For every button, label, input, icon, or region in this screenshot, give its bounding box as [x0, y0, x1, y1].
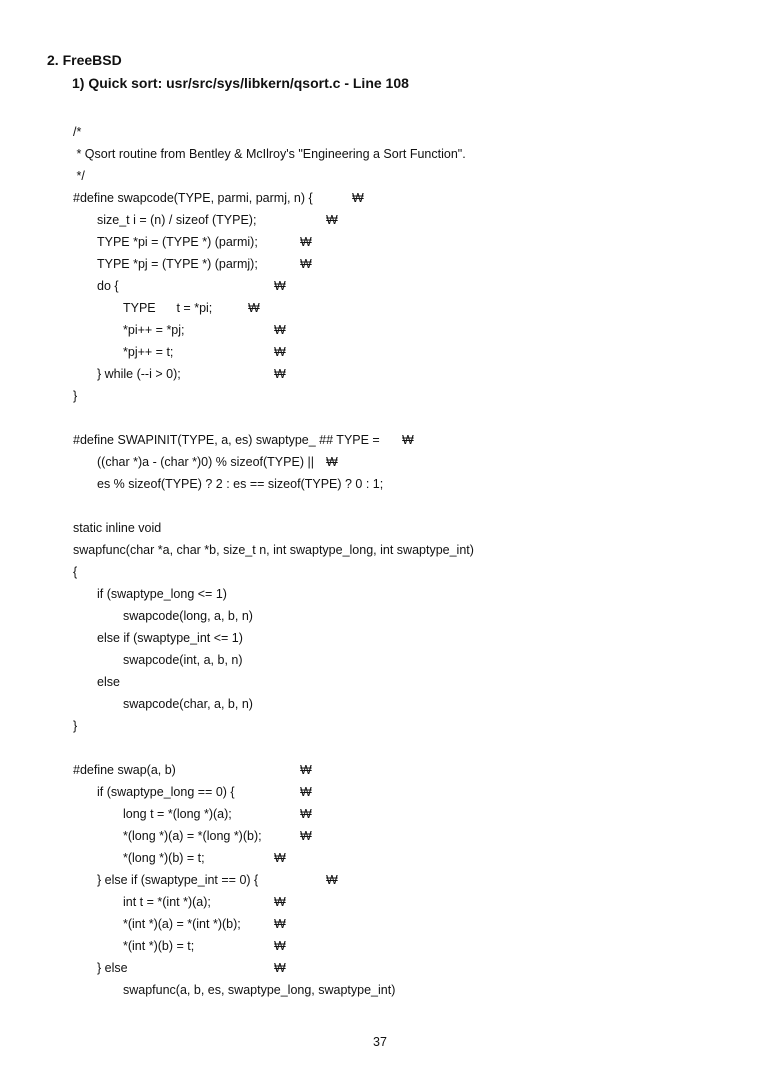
code-line: #define SWAPINIT(TYPE, a, es) swaptype_ ## TYPE =: [73, 433, 380, 447]
code-line: int t = *(int *)(a);: [123, 895, 211, 909]
line-continuation-mark: ₩: [326, 873, 338, 887]
code-line: } else: [97, 961, 128, 975]
code-line: } while (--i > 0);: [97, 367, 181, 381]
code-line: *pj++ = t;: [123, 345, 174, 359]
page-number: 37: [373, 1035, 387, 1049]
code-line: #define swap(a, b): [73, 763, 176, 777]
line-continuation-mark: ₩: [326, 455, 338, 469]
code-line: swapcode(long, a, b, n): [123, 609, 253, 623]
code-line: *(int *)(b) = t;: [123, 939, 195, 953]
code-line: TYPE *pj = (TYPE *) (parmj);: [97, 257, 258, 271]
line-continuation-mark: ₩: [274, 367, 286, 381]
line-continuation-mark: ₩: [274, 279, 286, 293]
line-continuation-mark: ₩: [274, 939, 286, 953]
code-line: /*: [73, 125, 82, 139]
code-line: else: [97, 675, 120, 689]
line-continuation-mark: ₩: [326, 213, 338, 227]
code-line: * Qsort routine from Bentley & McIlroy's "Engineering a Sort Function".: [73, 147, 466, 161]
line-continuation-mark: ₩: [352, 191, 364, 205]
subsection-title: 1) Quick sort: usr/src/sys/libkern/qsort.c - Line 108: [72, 75, 409, 91]
code-line: swapfunc(char *a, char *b, size_t n, int swaptype_long, int swaptype_int): [73, 543, 474, 557]
code-line: TYPE *pi = (TYPE *) (parmi);: [97, 235, 258, 249]
code-line: if (swaptype_long <= 1): [97, 587, 227, 601]
line-continuation-mark: ₩: [274, 323, 286, 337]
code-line: if (swaptype_long == 0) {: [97, 785, 235, 799]
line-continuation-mark: ₩: [274, 961, 286, 975]
line-continuation-mark: ₩: [274, 917, 286, 931]
code-line: */: [73, 169, 85, 183]
line-continuation-mark: ₩: [300, 807, 312, 821]
line-continuation-mark: ₩: [300, 257, 312, 271]
code-line: swapfunc(a, b, es, swaptype_long, swaptype_int): [123, 983, 396, 997]
code-line: *(long *)(b) = t;: [123, 851, 205, 865]
code-line: do {: [97, 279, 119, 293]
section-title: 2. FreeBSD: [47, 52, 122, 68]
line-continuation-mark: ₩: [274, 895, 286, 909]
line-continuation-mark: ₩: [300, 785, 312, 799]
code-line: long t = *(long *)(a);: [123, 807, 232, 821]
code-line: es % sizeof(TYPE) ? 2 : es == sizeof(TYPE) ? 0 : 1;: [97, 477, 384, 491]
code-line: }: [73, 389, 78, 403]
code-line: } else if (swaptype_int == 0) {: [97, 873, 259, 887]
code-line: TYPE t = *pi;: [123, 301, 213, 315]
code-line: else if (swaptype_int <= 1): [97, 631, 243, 645]
line-continuation-mark: ₩: [300, 763, 312, 777]
line-continuation-mark: ₩: [274, 851, 286, 865]
line-continuation-mark: ₩: [300, 235, 312, 249]
code-line: swapcode(int, a, b, n): [123, 653, 243, 667]
line-continuation-mark: ₩: [402, 433, 414, 447]
line-continuation-mark: ₩: [248, 301, 260, 315]
code-line: #define swapcode(TYPE, parmi, parmj, n) {: [73, 191, 313, 205]
code-line: *(long *)(a) = *(long *)(b);: [123, 829, 262, 843]
line-continuation-mark: ₩: [274, 345, 286, 359]
code-line: *pi++ = *pj;: [123, 323, 185, 337]
code-line: *(int *)(a) = *(int *)(b);: [123, 917, 241, 931]
code-line: swapcode(char, a, b, n): [123, 697, 253, 711]
code-line: {: [73, 565, 78, 579]
code-line: ((char *)a - (char *)0) % sizeof(TYPE) ||: [97, 455, 314, 469]
code-line: size_t i = (n) / sizeof (TYPE);: [97, 213, 257, 227]
code-line: }: [73, 719, 78, 733]
code-line: static inline void: [73, 521, 162, 535]
line-continuation-mark: ₩: [300, 829, 312, 843]
